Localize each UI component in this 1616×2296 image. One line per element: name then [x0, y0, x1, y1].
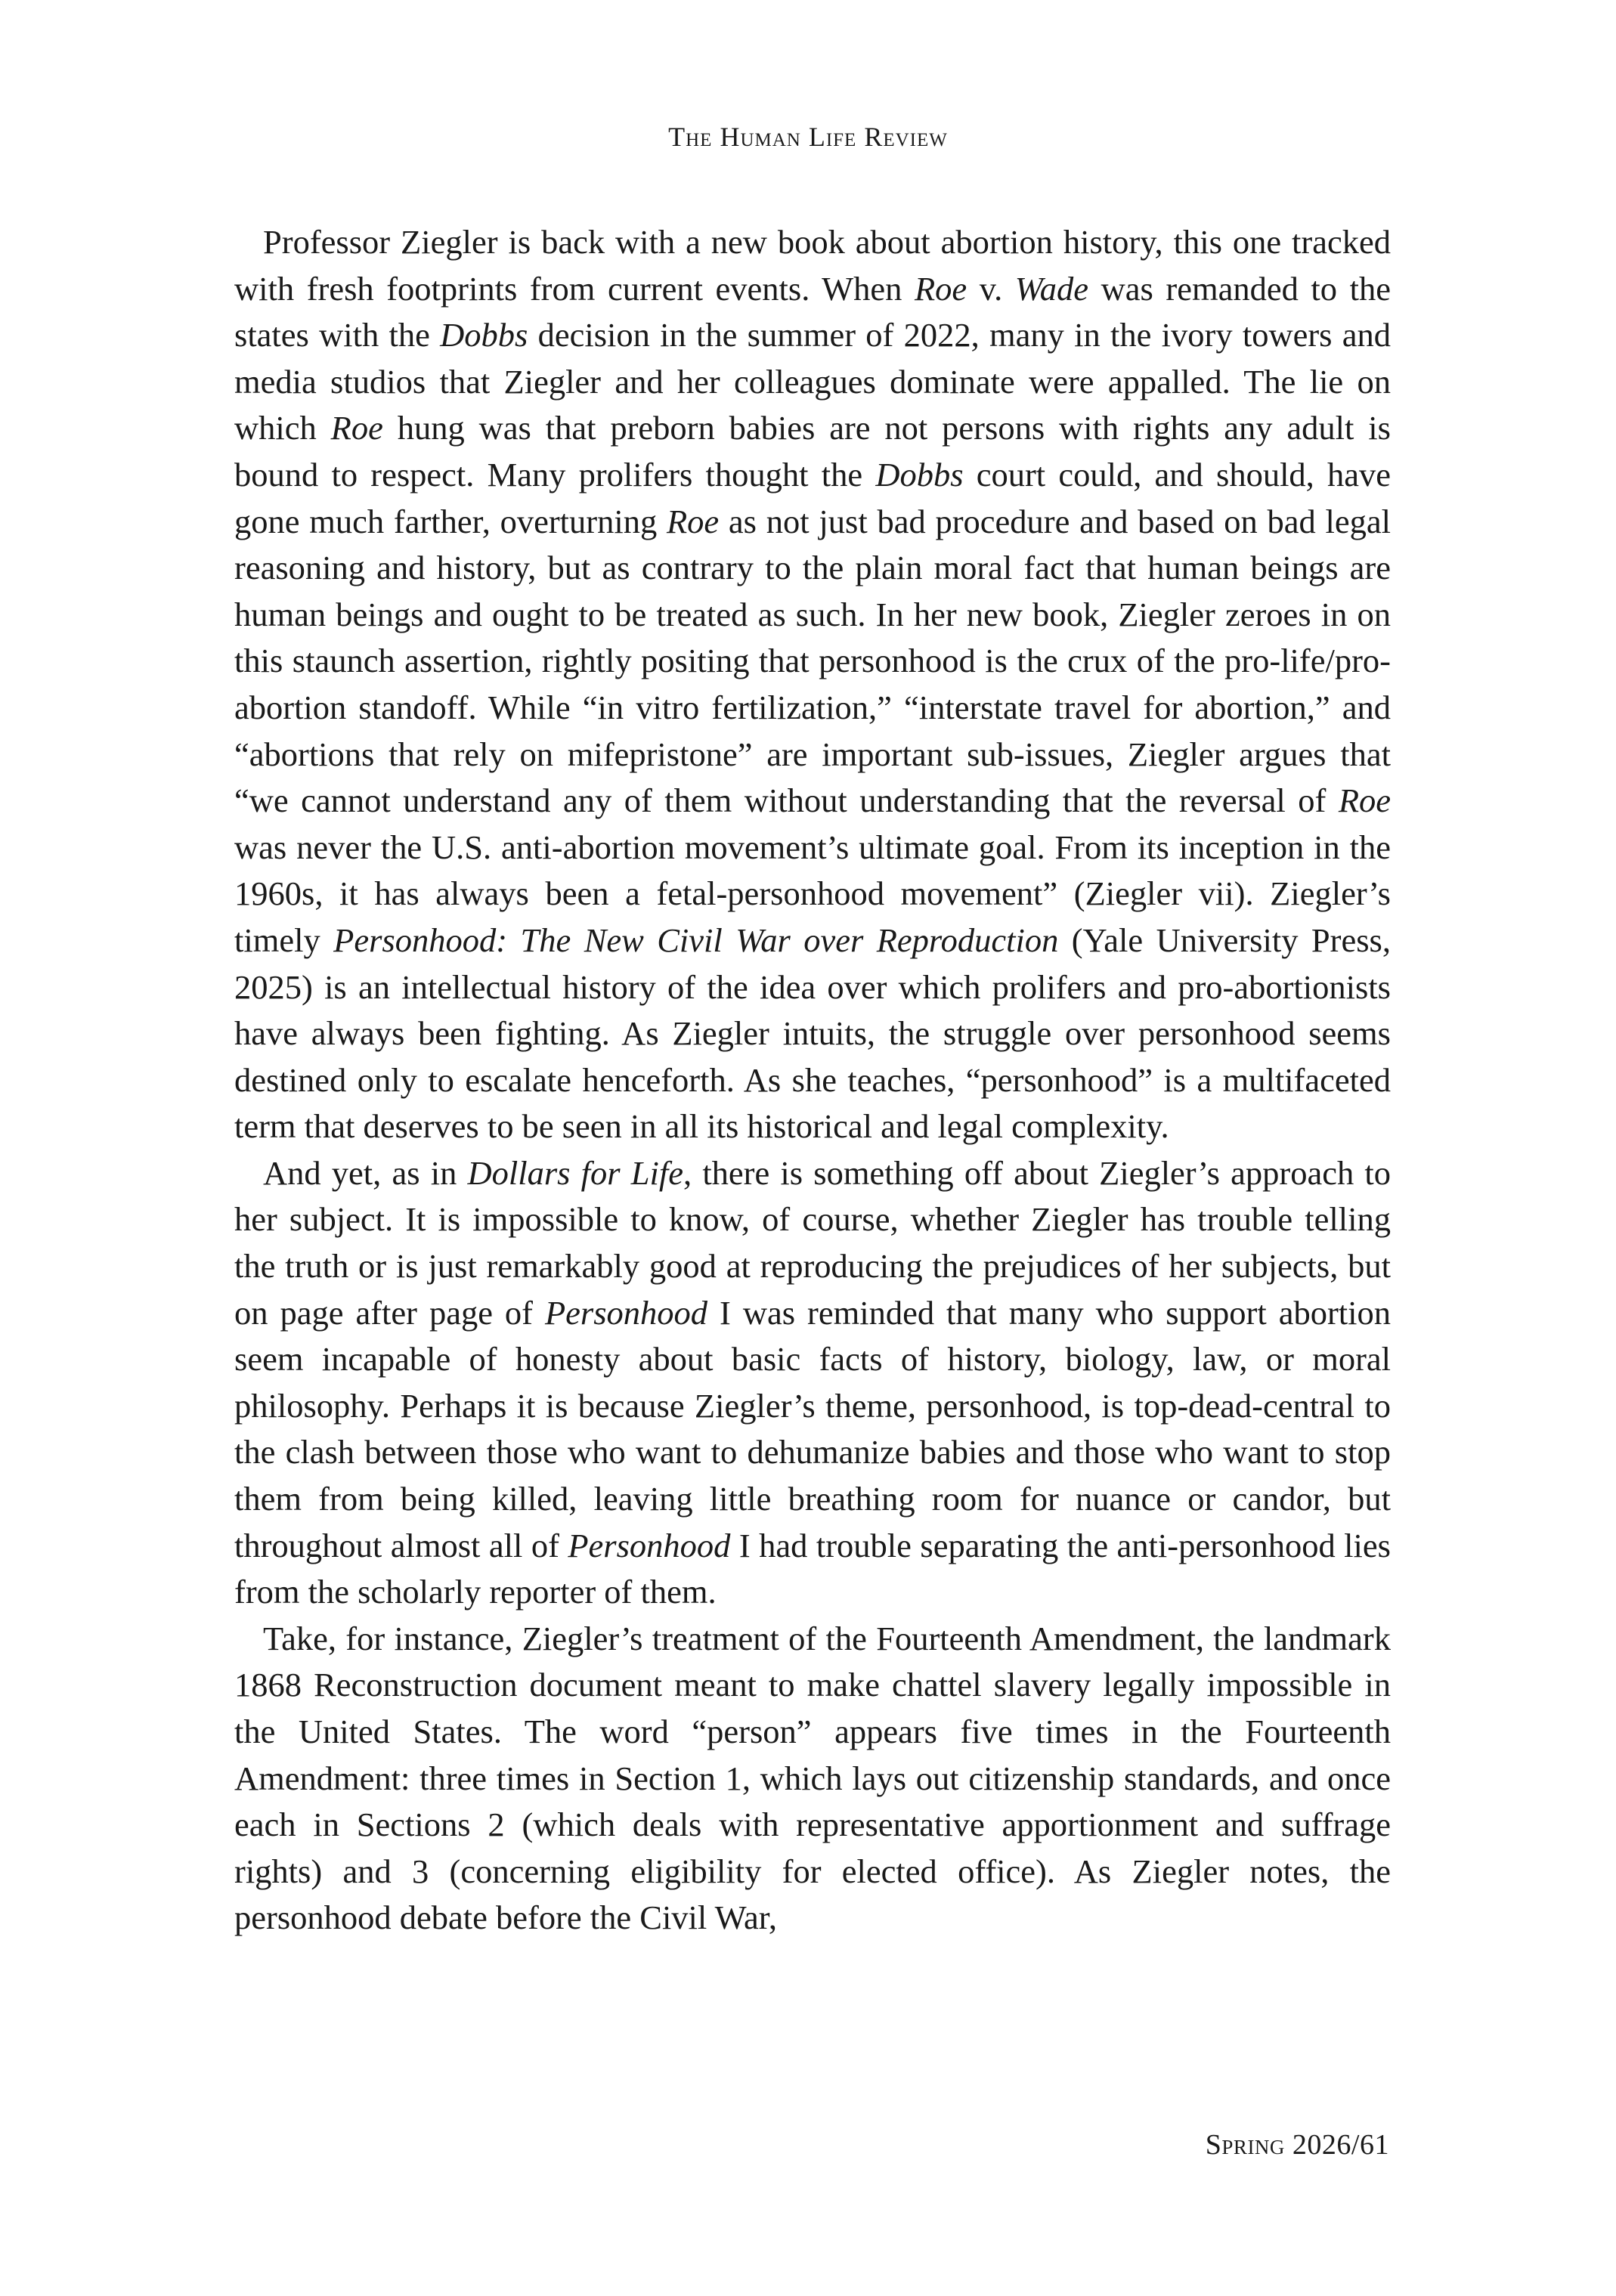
- text-run: Take, for instance, Ziegler’s treatment of the Fourteenth Amendment, the landmark 1868 Reconstruction document meant to make chattel slavery legally impossible in the United States. The word “person” appears five times in the Fourteenth Amendment: three times in Section 1, which lays out citizenship standards, and once each in Sections 2 (which deals with representative apportionment and suffrage rights) and 3 (concerning eligibility for elected office). As Ziegler notes, the personhood debate before the Civil War,: [234, 1619, 1391, 1937]
- text-run: And yet, as in: [263, 1153, 468, 1192]
- text-run: was remanded to the states with the: [234, 269, 1391, 354]
- text-run: hung was that preborn babies are not persons with rights any adult is bound to respect. Many prolifers thought the: [234, 409, 1391, 494]
- italic-run: Wade: [1014, 269, 1089, 308]
- text-run: Professor Ziegler is back with a new book about abortion history, this one tracked with fresh footprints from current events. When: [234, 223, 1391, 308]
- page-folio: Spring 2026/61: [1205, 2129, 1389, 2161]
- italic-run: Dobbs: [875, 455, 964, 494]
- italic-run: Roe: [330, 409, 383, 447]
- italic-run: Personhood: [568, 1526, 731, 1564]
- text-run: court could, and should, have gone much farther, overturning: [234, 455, 1392, 540]
- text-run: (Yale University Press, 2025) is an intellectual history of the idea over which prolifers and pro-abortionists have always been fighting. As Ziegler intuits, the struggle over personhood seems destined only to escalate henceforth. As she teaches, “personhood” is a multifaceted term that deserves to be seen in all its historical and legal complexity.: [234, 921, 1391, 1146]
- paragraph: [234, 1150, 1391, 1616]
- running-head: The Human Life Review: [668, 122, 948, 152]
- text-run: I had trouble separating the anti-personhood lies from the scholarly reporter of them.: [234, 1526, 1391, 1611]
- text-run: , there is something off about Ziegler’s approach to her subject. It is impossible to know, of course, whether Ziegler has trouble telling the truth or is just remarkably good at reproducing the prejudices of her subjects, but on page after page of: [234, 1153, 1391, 1332]
- italic-run: Personhood: The New Civil War over Reproduction: [333, 921, 1059, 959]
- article-body: [234, 219, 1391, 1942]
- text-run: I was reminded that many who support abortion seem incapable of honesty about basic facts of history, biology, law, or moral philosophy. Perhaps it is because Ziegler’s theme, personhood, is top-dead-central to the clash between those who want to dehumanize babies and those who want to stop them from being killed, leaving little breathing room for nuance or candor, but throughout almost all of: [234, 1293, 1391, 1564]
- italic-run: Personhood: [544, 1293, 708, 1332]
- text-run: was never the U.S. anti-abortion movement’s ultimate goal. From its inception in the 1960s, it has always been a fetal-personhood movement” (Ziegler vii). Ziegler’s timely: [234, 828, 1391, 959]
- italic-run: Roe: [666, 502, 720, 540]
- paragraph: [234, 1616, 1391, 1942]
- text-run: decision in the summer of 2022, many in the ivory towers and media studios that Ziegler and her colleagues dominate were appalled. The lie on which: [234, 316, 1392, 447]
- italic-run: Dobbs: [440, 316, 528, 354]
- paragraph: [234, 219, 1391, 1150]
- text-run: as not just bad procedure and based on bad legal reasoning and history, but as contrary to the plain moral fact that human beings are human beings and ought to be treated as such. In her new book, Ziegler zeroes in on this staunch assertion, rightly positing that personhood is the crux of the pro-life/pro-abortion standoff. While “in vitro fertilization,” “interstate travel for abortion,” and “abortions that rely on mifepristone” are important sub-issues, Ziegler argues that “we cannot understand any of them without understanding that the reversal of: [234, 502, 1391, 820]
- text-run: v.: [967, 269, 1015, 308]
- italic-run: Dollars for Life: [467, 1153, 684, 1192]
- italic-run: Roe: [1338, 781, 1391, 820]
- italic-run: Roe: [914, 269, 967, 308]
